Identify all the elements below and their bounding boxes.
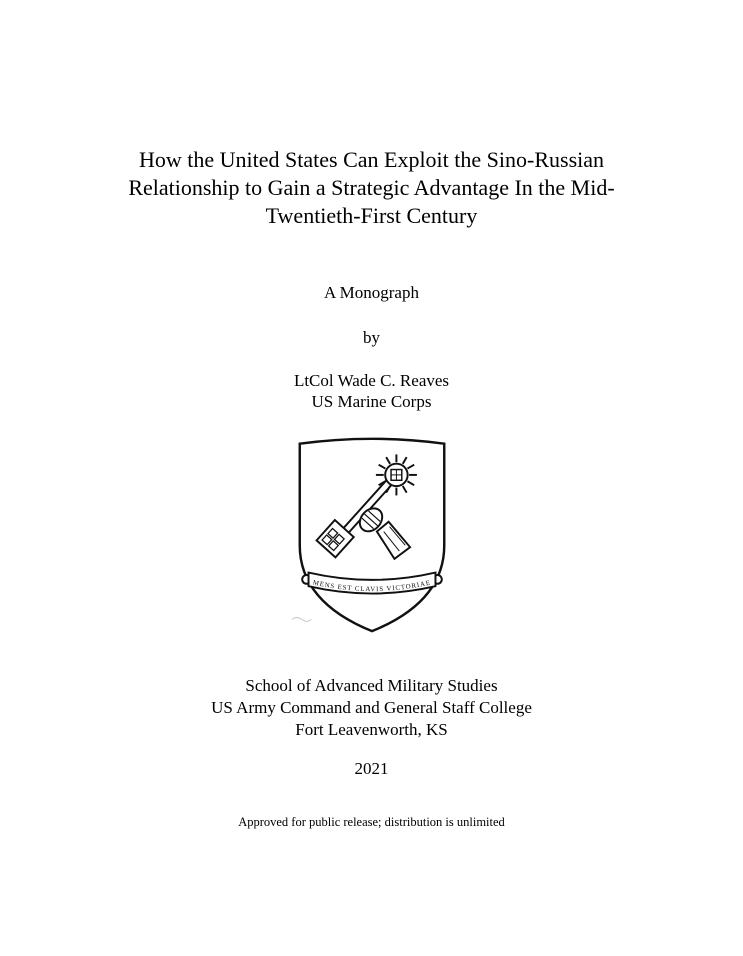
title-line: Relationship to Gain a Strategic Advantage In the Mid- — [128, 175, 615, 200]
author-service: US Marine Corps — [311, 392, 432, 411]
institution-block — [211, 675, 532, 741]
subtitle-monograph: A Monograph — [324, 283, 419, 302]
artist-signature — [291, 617, 311, 621]
byline: by — [363, 328, 380, 347]
sams-crest — [289, 430, 455, 637]
institution-line: School of Advanced Military Studies — [245, 676, 498, 695]
author-block — [294, 370, 449, 412]
institution-line: US Army Command and General Staff College — [211, 698, 532, 717]
sams-crest-graphic — [289, 430, 455, 637]
year: 2021 — [354, 759, 389, 778]
institution-line: Fort Leavenworth, KS — [295, 720, 448, 739]
motto-text: MENS EST CLAVIS VICTORIAE — [311, 579, 431, 594]
title-line: Twentieth-First Century — [265, 203, 478, 228]
author-name: LtCol Wade C. Reaves — [293, 371, 450, 390]
distribution-statement: Approved for public release; distribution is unlimited — [238, 815, 505, 829]
title-line: How the United States Can Exploit the Sino-Russian — [138, 147, 605, 172]
document-title — [128, 146, 614, 230]
